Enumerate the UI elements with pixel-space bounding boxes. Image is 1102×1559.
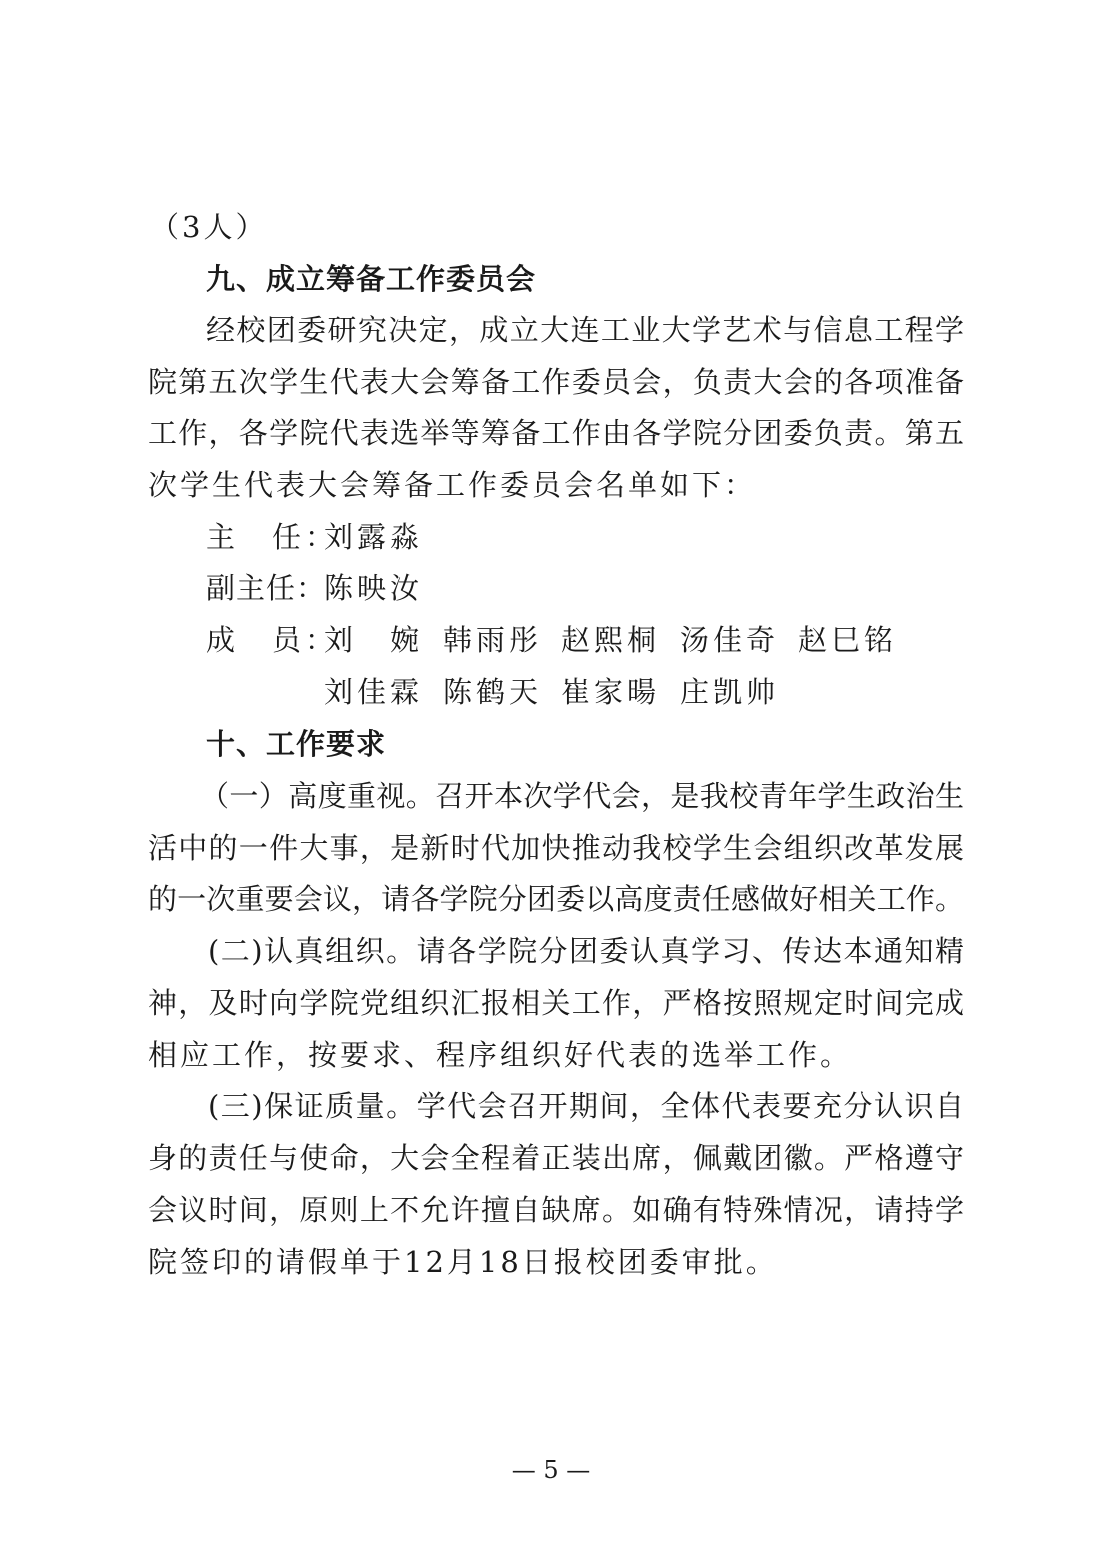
requirement-3-line: 身的责任与使命，大会全程着正装出席，佩戴团徽。严格遵守 [148,1141,964,1175]
page-number: — 5 — [511,1456,591,1484]
section-9-paragraph-line: 院第五次学生代表大会筹备工作委员会，负责大会的各项准备 [148,365,964,399]
director-name: 刘露淼 [324,520,424,554]
member-name: 陈鹤天 [443,675,543,709]
requirement-1-line: （一）高度重视。召开本次学代会，是我校青年学生政治生 [200,779,964,813]
member-name: 刘 婉 [324,623,424,657]
director-row [206,517,906,557]
member-name: 赵熙桐 [561,623,661,657]
requirement-3-line: 会议时间，原则上不允许擅自缺席。如确有特殊情况，请持学 [148,1193,964,1227]
section-9-paragraph-line: 经校团委研究决定，成立大连工业大学艺术与信息工程学 [206,313,964,347]
member-name: 刘佳霖 [324,675,424,709]
section-9-paragraph-line: 工作，各学院代表选举等筹备工作由各学院分团委负责。第五 [148,416,964,450]
section-9-paragraph-line: 次学生代表大会筹备工作委员会名单如下： [148,468,757,502]
requirement-3-line: (三)保证质量。学代会召开期间，全体代表要充分认识自 [208,1089,964,1123]
vice-director-row [206,568,906,608]
section-10-heading: 十、工作要求 [206,727,387,761]
member-name: 韩雨彤 [443,623,543,657]
requirement-1-line: 活中的一件大事，是新时代加快推动我校学生会组织改革发展 [148,831,964,865]
requirement-1-line: 的一次重要会议，请各学院分团委以高度责任感做好相关工作。 [148,882,964,916]
requirement-2-line: 神，及时向学院党组织汇报相关工作，严格按照规定时间完成 [148,986,964,1020]
members-label: 成 员： [206,623,339,657]
requirement-2-line: 相应工作，按要求、程序组织好代表的选举工作。 [148,1038,853,1072]
intro-line: （3人） [150,210,268,244]
vice-director-name: 陈映汝 [324,571,424,605]
vice-director-label: 副主任： [206,571,327,605]
members-row [206,620,964,660]
requirement-3-line: 院签印的请假单于12月18日报校团委审批。 [148,1245,778,1279]
member-name: 崔家暘 [561,675,661,709]
requirement-2-line: (二)认真组织。请各学院分团委认真学习、传达本通知精 [208,934,964,968]
member-name: 赵巳铭 [798,623,898,657]
members-row-continued [206,672,964,712]
director-label: 主 任： [206,520,339,554]
section-9-heading: 九、成立筹备工作委员会 [206,262,537,296]
member-name: 汤佳奇 [680,623,780,657]
member-name: 庄凯帅 [680,675,780,709]
